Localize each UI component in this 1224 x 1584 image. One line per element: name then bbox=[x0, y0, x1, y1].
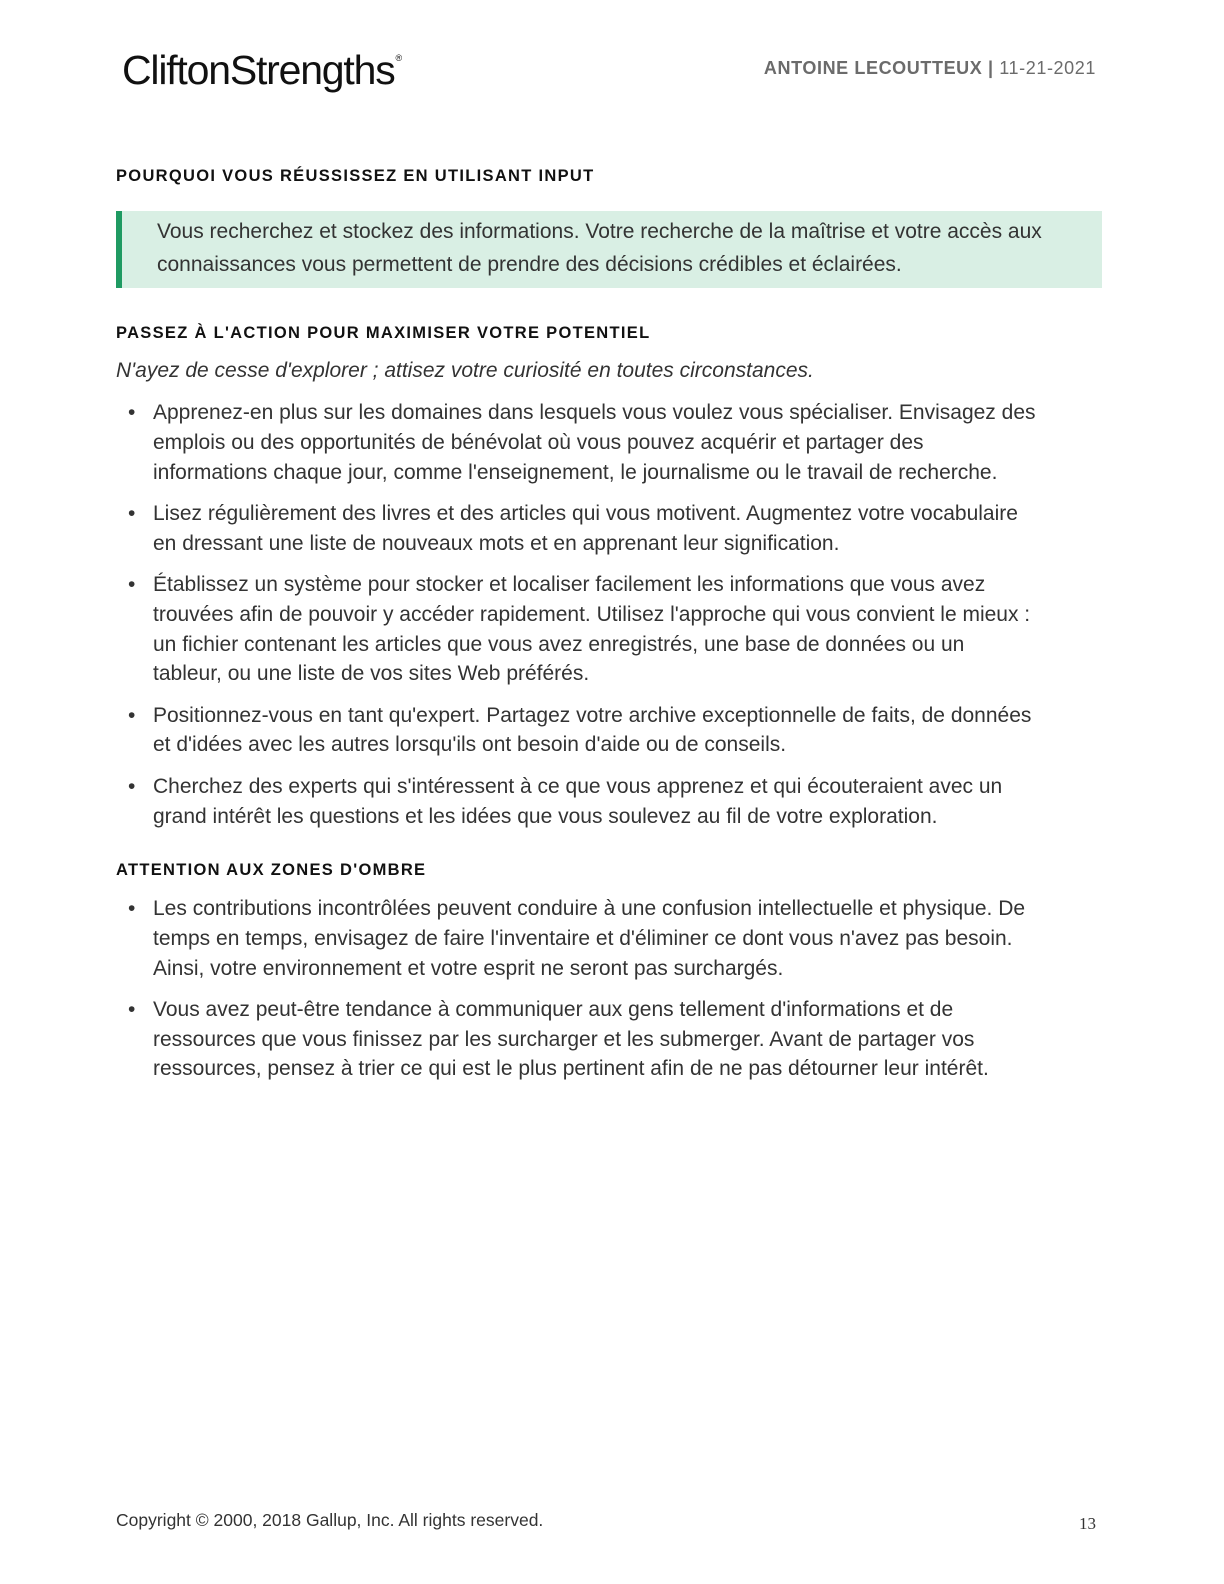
blindspots-heading: ATTENTION AUX ZONES D'OMBRE bbox=[116, 861, 427, 879]
report-owner-header bbox=[764, 58, 1096, 79]
blindspots-list bbox=[116, 894, 1036, 1096]
list-item: • Apprenez-en plus sur les domaines dans lesquels vous voulez vous spécialiser. Envisagez des emplois ou des opportunités de bénévolat où vous pouvez acquérir et partager des informations chaque jour, comme l'enseignement, le journalisme ou le travail de recherche. bbox=[116, 398, 1036, 487]
action-heading: PASSEZ À L'ACTION POUR MAXIMISER VOTRE POTENTIEL bbox=[116, 324, 651, 342]
list-item: • Établissez un système pour stocker et localiser facilement les informations que vous avez trouvées afin de pouvoir y accéder rapidement. Utilisez l'approche qui vous convient le mieux : un fichier contenant les articles que vous avez enregistrés, une base de données ou un tableur, ou une liste de vos sites Web préférés. bbox=[116, 570, 1036, 689]
action-intro: N'ayez de cesse d'explorer ; attisez votre curiosité en toutes circonstances. bbox=[116, 359, 814, 382]
bullet-icon: • bbox=[128, 703, 136, 727]
owner-name: ANTOINE LECOUTTEUX bbox=[763, 58, 983, 78]
why-heading: POURQUOI VOUS RÉUSSISSEZ EN UTILISANT INPUT bbox=[116, 167, 595, 185]
bullet-icon: • bbox=[128, 501, 136, 525]
why-callout bbox=[116, 211, 1102, 288]
bullet-icon: • bbox=[128, 401, 136, 424]
bullet-icon: • bbox=[128, 897, 136, 920]
bullet-icon: • bbox=[128, 572, 136, 596]
list-item: • Vous avez peut-être tendance à communiquer aux gens tellement d'informations et de ressources que vous finissez par les surcharger et les submerger. Avant de partager vos ressources, pensez à trier ce qui est le plus pertinent afin de ne pas détourner leur intérêt. bbox=[116, 995, 1036, 1084]
list-item: • Positionnez-vous en tant qu'expert. Partagez votre archive exceptionnelle de faits, de données et d'idées avec les autres lorsqu'ils ont besoin d'aide ou de conseils. bbox=[116, 701, 1036, 761]
list-item: • Les contributions incontrôlées peuvent conduire à une confusion intellectuelle et physique. De temps en temps, envisagez de faire l'inventaire et d'éliminer ce dont vous n'avez pas besoin. Ainsi, votre environnement et votre esprit ne seront pas surchargés. bbox=[116, 894, 1036, 983]
copyright-notice: Copyright © 2000, 2018 Gallup, Inc. All rights reserved. bbox=[116, 1510, 544, 1530]
cliftonstrengths-logo bbox=[122, 47, 401, 93]
page-number: 13 bbox=[1079, 1514, 1096, 1533]
list-item: • Cherchez des experts qui s'intéressent à ce que vous apprenez et qui écouteraient avec un grand intérêt les questions et les idées que vous soulevez au fil de votre exploration. bbox=[116, 772, 1036, 832]
bullet-icon: • bbox=[128, 997, 136, 1021]
registered-mark: ® bbox=[395, 53, 401, 63]
header-separator: | bbox=[988, 58, 994, 78]
action-list bbox=[116, 398, 1036, 843]
why-callout-text: Vous recherchez et stockez des informations. Votre recherche de la maîtrise et votre accès aux connaissances vous permettent de prendre des décisions crédibles et éclairées. bbox=[157, 220, 1042, 276]
list-item: • Lisez régulièrement des livres et des articles qui vous motivent. Augmentez votre vocabulaire en dressant une liste de nouveaux mots et en apprenant leur signification. bbox=[116, 499, 1036, 559]
bullet-icon: • bbox=[128, 774, 136, 798]
logo-text: CliftonStrengths bbox=[122, 47, 395, 93]
report-date: 11-21-2021 bbox=[999, 58, 1096, 78]
